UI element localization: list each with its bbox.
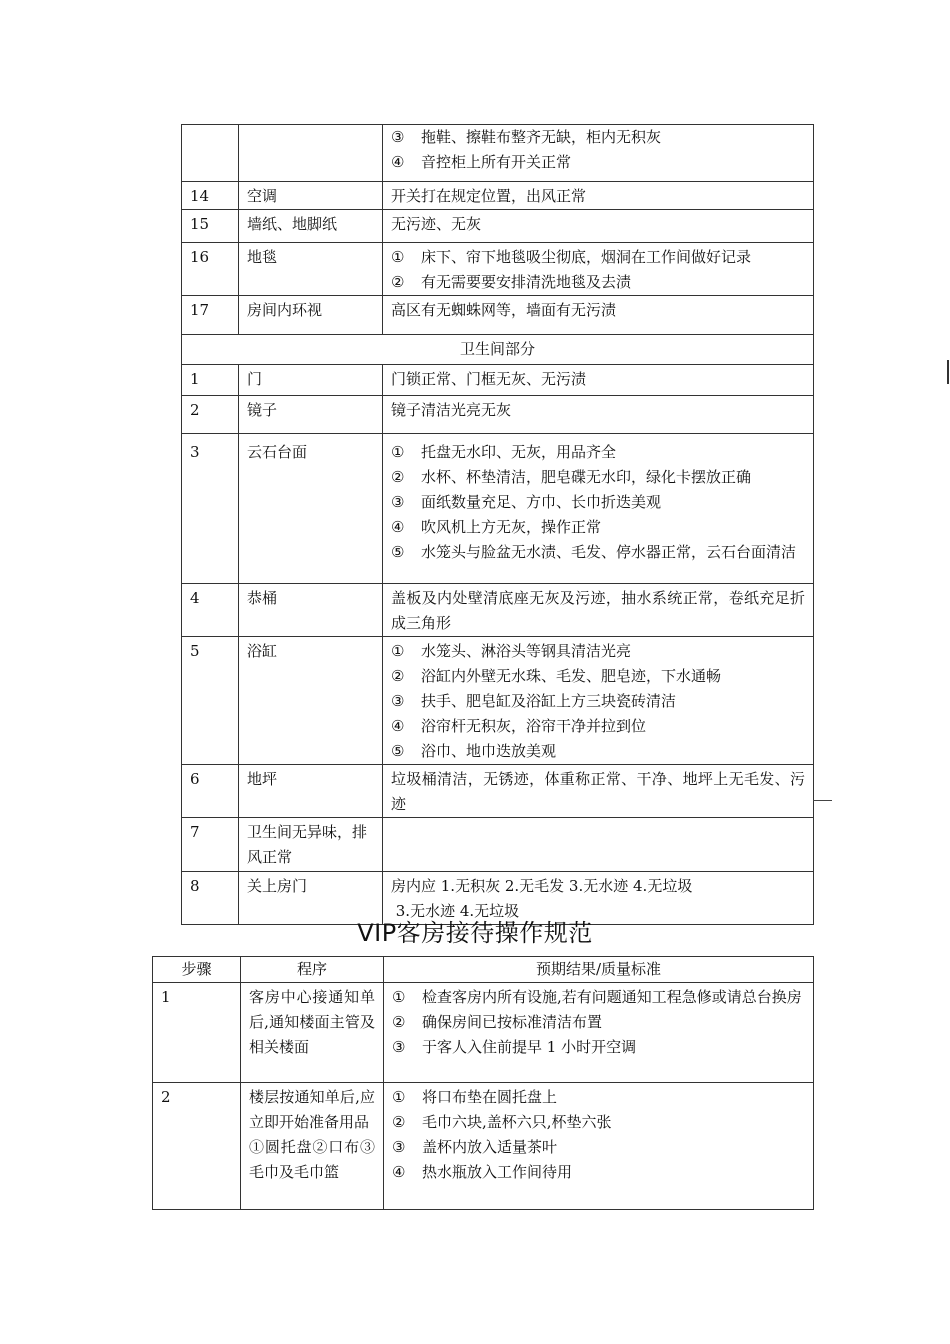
check-standard: 门锁正常、门框无灰、无污渍 [383,365,814,396]
standard-line [391,664,805,689]
item-number: ④ [392,1163,406,1181]
result-line [392,1085,805,1110]
result-line [392,985,805,1010]
result-line [392,1160,805,1185]
check-item: 门 [239,365,383,396]
check-standard [383,637,814,765]
item-text: 托盘无水印、无灰，用品齐全 [421,443,617,461]
standard-line [391,440,805,465]
check-standard: 盖板及内处壁清底座无灰及污迹，抽水系统正常，卷纸充足折成三角形 [383,584,814,637]
result-line [392,1010,805,1035]
row-number: 15 [182,210,239,243]
step-number: 2 [153,1083,241,1210]
column-header: 预期结果/质量标准 [384,957,814,983]
standard-line [391,125,813,150]
item-text: 水笼头、淋浴头等钢具清洁光亮 [421,642,632,660]
standard-line [391,714,805,739]
check-item: 地坪 [239,765,383,818]
item-number: ① [392,988,406,1006]
item-number: ① [391,642,405,660]
procedure [241,1083,384,1210]
procedure [241,983,384,1083]
table-row [182,765,814,818]
item-text: 将口布垫在圆托盘上 [422,1088,558,1106]
standard-line [391,639,805,664]
procedure-items: ①圆托盘②口布③毛巾及毛巾篮 [249,1138,375,1181]
standard-line [391,739,805,764]
check-standard [383,818,814,872]
table-row [182,818,814,872]
item-text: 音控柜上所有开关正常 [421,153,572,171]
item-text: 扶手、肥皂缸及浴缸上方三块瓷砖清洁 [421,692,677,710]
row-number: 6 [182,765,239,818]
row-number: 3 [182,434,239,584]
vip-title: VIP客房接待操作规范 [357,919,593,947]
item-text: 吹风机上方无灰，操作正常 [421,518,602,536]
standard-line: 3.无水迹 4.无垃圾 [391,902,520,920]
stray-rule [813,800,832,801]
item-text: 浴巾、地巾迭放美观 [421,742,557,760]
item-text: 水杯、杯垫清洁，肥皂碟无水印，绿化卡摆放正确 [421,468,752,486]
standard-line [391,515,805,540]
table-row [182,182,814,210]
check-standard: 镜子清洁光亮无灰 [383,396,814,434]
column-header: 程序 [241,957,384,983]
item-text: 检查客房内所有设施,若有问题通知工程急修或请总台换房 [422,988,802,1006]
check-standard [383,434,814,584]
table-row [182,365,814,396]
check-standard: 无污迹、无灰 [383,210,814,243]
item-text: 拖鞋、擦鞋布整齐无缺，柜内无积灰 [421,128,662,146]
expected-result [384,1083,814,1210]
standard-line [391,270,813,295]
result-line [392,1135,805,1160]
standard-line [391,689,805,714]
margin-mark [947,360,949,384]
item-number: ③ [392,1038,406,1056]
table-row [182,125,814,182]
section-title: 卫生间部分 [182,335,814,365]
item-text: 浴帘杆无积灰，浴帘干净并拉到位 [421,717,647,735]
check-standard: 垃圾桶清洁，无锈迹，体重称正常、干净、地坪上无毛发、污迹 [383,765,814,818]
table-row [182,243,814,296]
row-number: 7 [182,818,239,872]
table-row [182,396,814,434]
expected-result [384,983,814,1083]
standard-line [391,465,805,490]
check-standard [383,125,814,182]
standard-line [391,490,805,515]
row-number: 4 [182,584,239,637]
vip-procedure-table [152,956,814,1210]
row-number: 8 [182,872,239,925]
check-item: 关上房门 [239,872,383,925]
table-row [153,983,814,1083]
check-item: 浴缸 [239,637,383,765]
result-line [392,1035,805,1060]
standard-line [391,540,805,565]
check-item: 镜子 [239,396,383,434]
table-row [182,296,814,335]
item-text: 有无需要要安排清洗地毯及去渍 [421,273,632,291]
item-number: ③ [391,128,405,146]
check-item: 地毯 [239,243,383,296]
item-number: ⑤ [391,543,405,561]
standard-line [391,150,813,175]
check-item: 空调 [239,182,383,210]
check-item: 卫生间无异味，排风正常 [239,818,383,872]
row-number: 16 [182,243,239,296]
item-number: ② [391,273,405,291]
step-number: 1 [153,983,241,1083]
check-item: 云石台面 [239,434,383,584]
item-number: ⑤ [391,742,405,760]
table-row [153,1083,814,1210]
item-text: 床下、帘下地毯吸尘彻底，烟洞在工作间做好记录 [421,248,752,266]
item-number: ② [391,667,405,685]
result-line [392,1110,805,1135]
item-number: ② [391,468,405,486]
item-text: 毛巾六块,盖杯六只,杯垫六张 [422,1113,612,1131]
item-text: 面纸数量充足、方巾、长巾折迭美观 [421,493,662,511]
row-number: 14 [182,182,239,210]
check-standard: 开关打在规定位置，出风正常 [383,182,814,210]
row-number: 1 [182,365,239,396]
table-row [182,637,814,765]
check-item [239,125,383,182]
item-number: ③ [391,493,405,511]
item-number: ③ [392,1138,406,1156]
table-row [182,584,814,637]
row-number: 17 [182,296,239,335]
item-text: 于客人入住前提早 1 小时开空调 [422,1038,637,1056]
section-row [182,335,814,365]
column-header: 步骤 [153,957,241,983]
item-text: 盖杯内放入适量茶叶 [422,1138,558,1156]
check-item: 房间内环视 [239,296,383,335]
item-number: ① [391,443,405,461]
check-item: 恭桶 [239,584,383,637]
item-text: 浴缸内外壁无水珠、毛发、肥皂迹，下水通畅 [421,667,722,685]
table-row [182,210,814,243]
check-standard: 高区有无蜘蛛网等，墙面有无污渍 [383,296,814,335]
item-number: ① [391,248,405,266]
procedure-text: 楼层按通知单后,应立即开始准备用品 [249,1088,375,1131]
item-number: ① [392,1088,406,1106]
item-text: 热水瓶放入工作间待用 [422,1163,573,1181]
item-number: ④ [391,518,405,536]
item-number: ④ [391,717,405,735]
item-text: 水笼头与脸盆无水渍、毛发、停水器正常，云石台面清洁 [421,543,797,561]
row-number [182,125,239,182]
item-number: ③ [391,692,405,710]
item-number: ② [392,1113,406,1131]
room-check-table [181,124,814,925]
check-standard [383,243,814,296]
table-row [182,434,814,584]
header-row [153,957,814,983]
standard-line [391,245,813,270]
row-number: 2 [182,396,239,434]
procedure-text: 客房中心接通知单后,通知楼面主管及相关楼面 [249,988,375,1056]
row-number: 5 [182,637,239,765]
item-text: 确保房间已按标准清洁布置 [422,1013,603,1031]
check-item: 墙纸、地脚纸 [239,210,383,243]
standard-line: 房内应 1.无积灰 2.无毛发 3.无水迹 4.无垃圾 [391,877,693,895]
item-number: ② [392,1013,406,1031]
item-number: ④ [391,153,405,171]
